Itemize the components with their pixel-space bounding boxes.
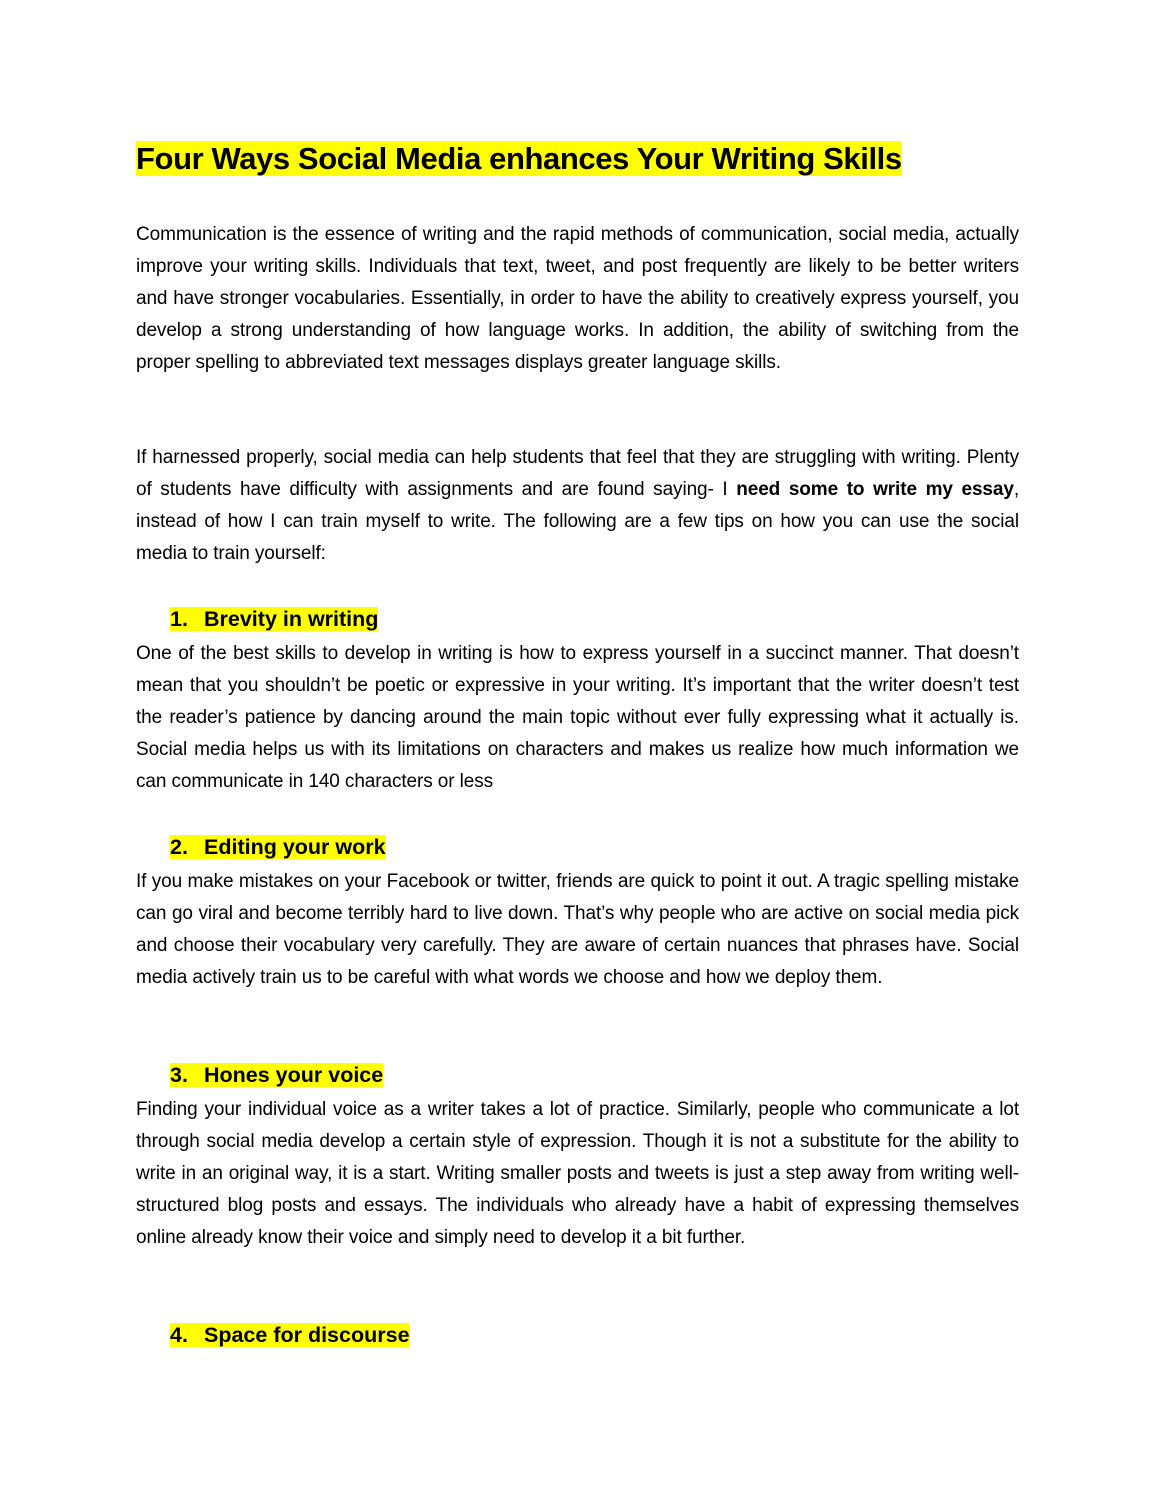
section-heading-text: Hones your voice [204, 1063, 384, 1087]
page-title [136, 138, 902, 180]
section-heading-1 [170, 603, 378, 635]
section-number: 4. [170, 1323, 188, 1347]
intro-p2-text-after: , instead of how I can train myself to write. The following are a few tips on how you can use the social media to train yourself: [136, 479, 1020, 564]
section-heading-text: Space for discourse [204, 1323, 410, 1347]
section-body-2: If you make mistakes on your Facebook or twitter, friends are quick to point it out. A tragic spelling mistake can go viral and become terribly hard to live down. That’s why people who are active on social media pick and choose their vocabulary very carefully. They are aware of certain nuances that phrases have. Social media actively train us to be careful with what words we choose and how we deploy them. [136, 871, 1019, 988]
title-highlight: Four Ways Social Media enhances Your Writing Skills [136, 141, 902, 176]
section-heading-highlight [170, 1323, 410, 1347]
section-heading-highlight [170, 607, 378, 631]
section-number: 2. [170, 835, 188, 859]
section-number: 1. [170, 607, 188, 631]
intro-paragraph-1: Communication is the essence of writing and the rapid methods of communication, social media, actually improve your writing skills. Individuals that text, tweet, and post frequently are likely to be better writers and have stronger vocabularies. Essentially, in order to have the ability to creatively express yourself, you develop a strong understanding of how language works. In addition, the ability of switching from the proper spelling to abbreviated text messages displays greater language skills. [136, 224, 1019, 373]
intro-paragraph-2 [136, 442, 1019, 570]
section-heading-text: Editing your work [204, 835, 386, 859]
section-heading-3 [170, 1059, 383, 1091]
essay-keyword-bold: need some to write my essay [736, 479, 1014, 500]
section-heading-4 [170, 1319, 410, 1351]
section-body-1: One of the best skills to develop in writing is how to express yourself in a succinct manner. That doesn’t mean that you shouldn’t be poetic or expressive in your writing. It’s important that the writer doesn’t test the reader’s patience by dancing around the main topic without ever fully expressing what it actually is. Social media helps us with its limitations on characters and makes us realize how much information we can communicate in 140 characters or less [136, 643, 1019, 792]
section-number: 3. [170, 1063, 188, 1087]
section-heading-highlight [170, 835, 386, 859]
section-heading-highlight [170, 1063, 383, 1087]
section-heading-text: Brevity in writing [204, 607, 379, 631]
section-heading-2 [170, 831, 386, 863]
section-body-3: Finding your individual voice as a writer takes a lot of practice. Similarly, people who communicate a lot through social media develop a certain style of expression. Though it is not a substitute for the ability to write in an original way, it is a start. Writing smaller posts and tweets is just a step away from writing well-structured blog posts and essays. The individuals who already have a habit of expressing themselves online already know their voice and simply need to develop it a bit further. [136, 1099, 1019, 1248]
intro-p2-text-before: If harnessed properly, social media can help students that feel that they are struggling with writing. Plenty of students have difficulty with assignments and are found saying- I [136, 447, 1019, 500]
